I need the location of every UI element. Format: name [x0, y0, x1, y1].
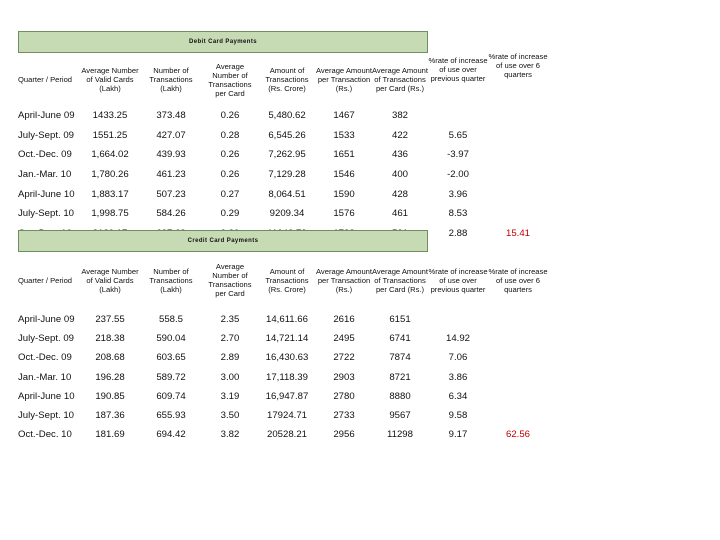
credit-cell: 694.42: [156, 429, 186, 441]
debit-cell: 1,998.75: [91, 208, 129, 220]
credit-header-rate-previous-quarter: %rate of increase of use over previous quarter: [428, 266, 488, 294]
credit-cell: 2956: [333, 429, 355, 441]
debit-cell: [428, 106, 488, 126]
credit-header-period: Quarter / Period: [18, 275, 73, 285]
credit-cell: Jan.-Mar. 10: [18, 371, 72, 383]
debit-cell: 0.26: [220, 110, 240, 122]
credit-header-transactions-per-card: Average Number of Transactions per Card: [208, 262, 252, 298]
credit-cell: 2495: [333, 333, 355, 345]
debit-cell: 439.93: [156, 149, 186, 161]
credit-cell: 9567: [389, 410, 411, 422]
debit-cell: April-June 09: [18, 110, 75, 122]
debit-cell: 0.28: [220, 129, 240, 141]
credit-cell: 2733: [333, 410, 355, 422]
credit-cell: 2903: [333, 371, 355, 383]
credit-cell: Oct.-Dec. 10: [18, 429, 72, 441]
credit-cell: 3.00: [220, 371, 240, 383]
debit-cell: 5,480.62: [268, 110, 306, 122]
debit-cell: 461: [391, 208, 408, 220]
debit-table-row: [18, 204, 548, 224]
credit-cell: 218.38: [95, 333, 125, 345]
debit-cell: 1546: [333, 169, 355, 181]
debit-cell: 15.41: [505, 227, 530, 239]
debit-header-transactions: Number of Transactions (Lakh): [149, 66, 193, 93]
credit-cell: 17924.71: [266, 410, 307, 422]
credit-cell: 7.06: [448, 352, 468, 364]
debit-header-amount-per-transaction: Average Amount per Transaction (Rs.): [316, 66, 373, 93]
credit-cell: 9.58: [448, 410, 468, 422]
debit-cell: Jan.-Mar. 10: [18, 169, 72, 181]
debit-cell: 1551.25: [92, 129, 128, 141]
credit-cell: 187.36: [95, 410, 125, 422]
debit-section-title: Debit Card Payments: [18, 31, 428, 53]
credit-cell: 3.50: [220, 410, 240, 422]
credit-cell: 3.19: [220, 390, 240, 402]
debit-cell: July-Sept. 09: [18, 129, 74, 141]
debit-cell: [488, 126, 548, 146]
debit-table-row: [18, 126, 548, 146]
debit-cell: [488, 165, 548, 185]
debit-cell: Oct.-Dec. 09: [18, 149, 72, 161]
credit-cell: 16,430.63: [265, 352, 309, 364]
debit-cell: 427.07: [156, 129, 186, 141]
debit-cell: 373.48: [156, 110, 186, 122]
debit-cell: 1651: [333, 149, 355, 161]
debit-cell: 1,780.26: [91, 169, 129, 181]
credit-cell: 2780: [333, 390, 355, 402]
debit-cell: [488, 145, 548, 165]
debit-cell: [488, 106, 548, 126]
debit-header-transactions-per-card: Average Number of Transactions per Card: [208, 61, 252, 98]
credit-header-valid-cards: Average Number of Valid Cards (Lakh): [81, 266, 139, 294]
credit-cell: July-Sept. 09: [18, 333, 74, 345]
debit-cell: 428: [391, 188, 408, 200]
debit-cell: [488, 184, 548, 204]
credit-cell: April-June 10: [18, 390, 75, 402]
debit-header-amount-per-card: Average Amount of Transactions per Card (Rs.): [372, 66, 429, 93]
credit-cell: 17,118.39: [266, 371, 308, 383]
credit-table-row: [18, 425, 548, 444]
credit-cell: 2.35: [220, 314, 240, 326]
credit-cell: 655.93: [156, 410, 186, 422]
debit-table-row: [18, 145, 548, 165]
debit-cell: 7,262.95: [268, 149, 306, 161]
debit-cell: 1467: [333, 110, 355, 122]
credit-table-row: [18, 387, 548, 406]
credit-cell: 208.68: [95, 352, 125, 364]
credit-cell: 62.56: [505, 429, 530, 441]
debit-cell: April-June 10: [18, 188, 75, 200]
credit-header-rate-six-quarters: %rate of increase of use over 6 quarters: [488, 266, 548, 294]
debit-header-rate-six-quarters: %rate of increase of use over 6 quarters: [488, 52, 548, 79]
credit-cell: 8721: [389, 371, 411, 383]
credit-cell: 8880: [389, 390, 411, 402]
credit-cell: 589.72: [156, 371, 186, 383]
credit-cell: [488, 348, 548, 367]
credit-header-amount: Amount of Transactions (Rs. Crore): [265, 266, 309, 294]
credit-cell: 558.5: [158, 314, 183, 326]
debit-cell: 436: [391, 149, 408, 161]
credit-cell: [488, 329, 548, 348]
debit-cell: 1533: [333, 129, 355, 141]
debit-cell: 1576: [333, 208, 355, 220]
credit-cell: 609.74: [156, 390, 186, 402]
debit-cell: 7,129.28: [268, 169, 306, 181]
debit-cell: 5.65: [448, 129, 468, 141]
debit-cell: 382: [391, 110, 408, 122]
credit-cell: 6.34: [448, 390, 468, 402]
credit-table-row: [18, 329, 548, 348]
credit-cell: 14,721.14: [265, 333, 309, 345]
credit-cell: 3.86: [448, 371, 468, 383]
debit-cell: 400: [391, 169, 408, 181]
debit-cell: -3.97: [447, 149, 469, 161]
credit-table-row: [18, 368, 548, 387]
debit-cell: July-Sept. 10: [18, 208, 74, 220]
credit-cell: 6741: [389, 333, 411, 345]
debit-cell: 461.23: [156, 169, 186, 181]
credit-cell: 2.70: [220, 333, 240, 345]
credit-cell: 196.28: [95, 371, 125, 383]
debit-cell: 422: [391, 129, 408, 141]
credit-table-row: [18, 348, 548, 367]
debit-cell: 507.23: [156, 188, 186, 200]
credit-cell: 16,947.87: [265, 390, 309, 402]
credit-cell: 2616: [333, 314, 355, 326]
credit-cell: [488, 406, 548, 425]
credit-cell: 14,611.66: [266, 314, 308, 326]
credit-card-table: [18, 250, 548, 444]
debit-cell: 0.26: [220, 149, 240, 161]
debit-cell: [488, 204, 548, 224]
credit-cell: 6151: [389, 314, 411, 326]
debit-cell: 1,664.02: [91, 149, 129, 161]
debit-header-rate-previous-quarter: %rate of increase of use over previous quarter: [428, 56, 488, 83]
debit-cell: 1590: [333, 188, 355, 200]
credit-cell: [488, 368, 548, 387]
debit-cell: 0.27: [220, 188, 240, 200]
debit-header-valid-cards: Average Number of Valid Cards (Lakh): [81, 66, 139, 93]
debit-table-row: [18, 106, 548, 126]
credit-cell: Oct.-Dec. 09: [18, 352, 72, 364]
debit-cell: -2.00: [447, 169, 469, 181]
debit-cell: 584.26: [156, 208, 186, 220]
credit-cell: 11298: [387, 429, 413, 441]
credit-cell: 2.89: [220, 352, 240, 364]
debit-cell: 2.88: [448, 227, 468, 239]
debit-cell: 1433.25: [92, 110, 128, 122]
credit-cell: 7874: [389, 352, 411, 364]
credit-cell: 9.17: [448, 429, 468, 441]
credit-header-amount-per-transaction: Average Amount per Transaction (Rs.): [316, 266, 373, 294]
credit-cell: 237.55: [95, 314, 125, 326]
debit-cell: 3.96: [448, 188, 468, 200]
credit-cell: 190.85: [95, 390, 125, 402]
credit-cell: 181.69: [95, 429, 125, 441]
debit-header-amount: Amount of Transactions (Rs. Crore): [265, 66, 309, 93]
credit-cell: 14.92: [445, 333, 470, 345]
debit-cell: 0.29: [220, 208, 240, 220]
debit-cell: 0.26: [220, 169, 240, 181]
credit-cell: 590.04: [156, 333, 186, 345]
credit-cell: 3.82: [220, 429, 240, 441]
credit-header-transactions: Number of Transactions (Lakh): [149, 266, 193, 294]
debit-header-row: [18, 53, 548, 106]
debit-cell: 1,883.17: [91, 188, 129, 200]
debit-cell: 9209.34: [269, 208, 305, 220]
credit-cell: [488, 387, 548, 406]
credit-table-row: [18, 310, 548, 329]
debit-card-table: [18, 53, 548, 243]
credit-cell: [488, 310, 548, 329]
debit-cell: 6,545.26: [268, 129, 306, 141]
credit-cell: July-Sept. 10: [18, 410, 74, 422]
credit-cell: 20528.21: [266, 429, 307, 441]
debit-cell: 8,064.51: [268, 188, 306, 200]
credit-table-row: [18, 406, 548, 425]
credit-cell: 2722: [333, 352, 355, 364]
debit-table-row: [18, 184, 548, 204]
credit-cell: 603.65: [156, 352, 186, 364]
credit-cell: [428, 310, 488, 329]
credit-cell: April-June 09: [18, 314, 75, 326]
debit-header-period: Quarter / Period: [18, 75, 73, 84]
credit-header-row: [18, 250, 548, 310]
credit-header-amount-per-card: Average Amount of Transactions per Card (Rs.): [372, 266, 429, 294]
debit-cell: 8.53: [448, 208, 468, 220]
debit-table-row: [18, 165, 548, 185]
credit-section-title: Credit Card Payments: [18, 230, 428, 252]
